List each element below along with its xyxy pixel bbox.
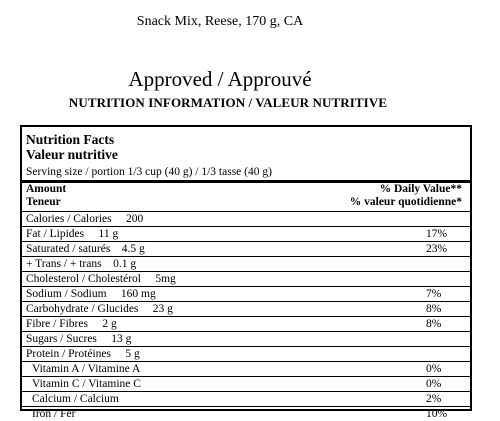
- nutrient-daily-value: 0%: [426, 363, 442, 375]
- nutrient-label: Sugars / Sucres 13 g: [26, 333, 132, 345]
- nutrient-label: Calories / Calories 200: [26, 213, 144, 225]
- nutrient-row: [22, 316, 470, 331]
- nutrient-label: Carbohydrate / Glucides 23 g: [26, 303, 173, 315]
- nutrient-label: Protein / Protéines 5 g: [26, 348, 140, 360]
- nutrient-row: [22, 301, 470, 316]
- nutrient-label: Cholesterol / Cholestérol 5mg: [26, 273, 176, 285]
- section-heading: NUTRITION INFORMATION / VALEUR NUTRITIVE: [68, 95, 388, 110]
- nutrient-daily-value: 8%: [426, 303, 442, 315]
- nutrient-row: [22, 211, 470, 226]
- nutrient-row: [22, 271, 470, 286]
- nutrient-daily-value: 10%: [426, 408, 448, 420]
- nutrient-label: Sodium / Sodium 160 mg: [26, 288, 156, 300]
- valeur-nutritive-title: Valeur nutritive: [26, 147, 118, 162]
- nutrient-label: Vitamin A / Vitamine A: [32, 363, 141, 375]
- serving-size: Serving size / portion 1/3 cup (40 g) / 1/3 tasse (40 g): [26, 166, 272, 178]
- nutrient-label: Fibre / Fibres 2 g: [26, 318, 117, 330]
- teneur-header: Teneur: [26, 196, 61, 208]
- nutrient-row: [22, 376, 470, 391]
- nutrient-row: [22, 256, 470, 271]
- nutrient-daily-value: 2%: [426, 393, 442, 405]
- nutrient-row: [22, 406, 470, 421]
- nutrient-label: + Trans / + trans 0.1 g: [26, 258, 137, 270]
- nutrient-row: [22, 331, 470, 346]
- nutrient-daily-value: 7%: [426, 288, 442, 300]
- nutrient-row: [22, 361, 470, 376]
- nutrient-label: Saturated / saturés 4.5 g: [26, 243, 145, 255]
- amount-header: Amount: [26, 183, 67, 195]
- nutrient-label: Fat / Lipides 11 g: [26, 228, 119, 240]
- nutrient-label: Calcium / Calcium: [32, 393, 119, 405]
- approval-status: Approved / Approuvé: [128, 67, 312, 91]
- nutrient-row: [22, 286, 470, 301]
- nutrient-daily-value: 23%: [426, 243, 448, 255]
- valeur-quotidienne-header: % valeur quotidienne*: [349, 196, 462, 208]
- product-title: Snack Mix, Reese, 170 g, CA: [136, 14, 304, 29]
- nutrient-row: [22, 391, 470, 406]
- nutrition-facts-panel: [20, 125, 472, 420]
- nutrient-daily-value: 0%: [426, 378, 442, 390]
- nutrient-row: [22, 241, 470, 256]
- nutrient-rows: [22, 211, 470, 421]
- daily-value-header: % Daily Value**: [379, 183, 462, 195]
- nutrient-row: [22, 346, 470, 361]
- nutrient-row: [22, 226, 470, 241]
- nutrient-daily-value: 8%: [426, 318, 442, 330]
- nutrient-daily-value: 17%: [426, 228, 448, 240]
- nutrient-label: Vitamin C / Vitamine C: [32, 378, 141, 390]
- nutrition-facts-title: Nutrition Facts: [26, 132, 115, 147]
- nutrient-label: Iron / Fer: [32, 408, 76, 420]
